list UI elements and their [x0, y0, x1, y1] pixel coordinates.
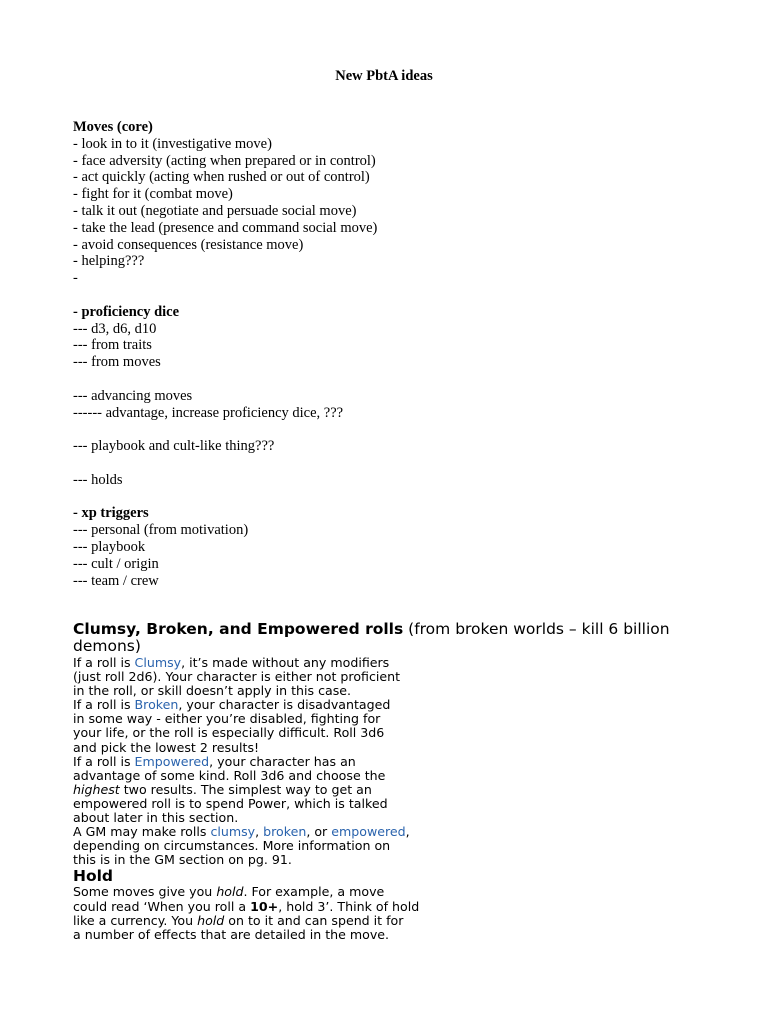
- clumsy-paragraph-line: [73, 656, 419, 670]
- document-title: New PbtA ideas: [335, 68, 433, 84]
- paragraph-line: in the roll, or skill doesn’t apply in this case.: [73, 683, 352, 699]
- paragraph-line: empowered roll is to spend Power, which is talked: [73, 795, 388, 811]
- list-item: --- holds: [73, 471, 123, 488]
- text-run: , your character has an: [209, 753, 356, 769]
- empowered-paragraph-line: [73, 755, 419, 769]
- list-item: --- playbook: [73, 538, 146, 555]
- xp-heading: - xp triggers: [73, 505, 149, 522]
- paragraph-line: [73, 914, 419, 928]
- paragraph-line: in some way - either you’re disabled, fighting for: [73, 711, 381, 727]
- list-item: --- cult / origin: [73, 555, 159, 572]
- spacer: [73, 455, 377, 472]
- emphasis-hold: hold: [216, 884, 244, 900]
- broken-term: Broken: [134, 697, 179, 713]
- list-item: - look in to it (investigative move): [73, 135, 272, 152]
- text-run: Some moves give you: [73, 884, 217, 900]
- proficiency-heading: - proficiency dice: [73, 303, 180, 320]
- paragraph-line: about later in this section.: [73, 810, 239, 826]
- text-run: ,: [255, 824, 264, 840]
- spacer: [73, 371, 377, 388]
- rolls-heading-source-cont: demons): [73, 637, 141, 655]
- list-item: --- personal (from motivation): [73, 522, 249, 539]
- paragraph-line: depending on circumstances. More information on: [73, 838, 391, 854]
- rolls-heading-source: (from broken worlds – kill 6 billion: [403, 620, 670, 638]
- empowered-term: Empowered: [134, 753, 210, 769]
- list-item: -: [73, 270, 78, 287]
- text-run: , your character is disadvantaged: [178, 697, 391, 713]
- text-run: ,: [405, 824, 410, 840]
- paragraph-line: your life, or the roll is especially difficult. Roll 3d6: [73, 725, 385, 741]
- gm-paragraph-line: [73, 825, 419, 839]
- text-run: If a roll is: [73, 697, 135, 713]
- list-item: --- from moves: [73, 354, 161, 371]
- list-item: - face adversity (acting when prepared or in control): [73, 152, 376, 169]
- text-run: like a currency. You: [73, 912, 198, 928]
- list-item: - talk it out (negotiate and persuade social move): [73, 202, 357, 219]
- rolls-body: [73, 656, 419, 942]
- moves-section: [73, 119, 377, 589]
- list-item: - act quickly (acting when rushed or out of control): [73, 169, 370, 186]
- empowered-term: empowered: [331, 824, 406, 840]
- clumsy-term: Clumsy: [134, 655, 182, 670]
- list-item: --- team / crew: [73, 572, 159, 589]
- spacer: [73, 287, 377, 304]
- emphasis-hold: hold: [197, 912, 225, 928]
- text-run: If a roll is: [73, 655, 135, 670]
- text-run: A GM may make rolls: [73, 824, 211, 840]
- list-item: --- playbook and cult-like thing???: [73, 438, 275, 455]
- emphasis-highest: highest: [73, 781, 120, 797]
- text-run: If a roll is: [73, 753, 135, 769]
- spacer: [73, 489, 377, 506]
- list-item: - avoid consequences (resistance move): [73, 236, 304, 253]
- hold-heading: Hold: [73, 867, 114, 886]
- paragraph-line: a number of effects that are detailed in the move.: [73, 926, 390, 942]
- paragraph-line: [73, 783, 419, 797]
- list-item: --- d3, d6, d10: [73, 320, 157, 337]
- text-run: . For example, a move: [243, 884, 385, 900]
- list-item: --- advancing moves: [73, 387, 193, 404]
- paragraph-line: [73, 900, 419, 914]
- list-item: --- from traits: [73, 337, 152, 354]
- paragraph-line: this is in the GM section on pg. 91.: [73, 852, 292, 868]
- clumsy-term: clumsy: [210, 824, 256, 840]
- text-run: on to it and can spend it for: [224, 912, 404, 928]
- text-run: could read ‘When you roll a: [73, 898, 251, 914]
- paragraph-line: advantage of some kind. Roll 3d6 and choose the: [73, 767, 386, 783]
- strong-10plus: 10+: [250, 898, 279, 914]
- broken-paragraph-line: [73, 698, 419, 712]
- paragraph-line: [73, 885, 419, 899]
- paragraph-line: (just roll 2d6). Your character is either not proficient: [73, 669, 401, 685]
- list-item: - helping???: [73, 253, 145, 270]
- paragraph-line: and pick the lowest 2 results!: [73, 739, 260, 755]
- rolls-heading: [73, 621, 683, 655]
- text-run: , hold 3’. Think of hold: [278, 898, 420, 914]
- text-run: , or: [306, 824, 332, 840]
- broken-term: broken: [263, 824, 307, 840]
- list-item: - fight for it (combat move): [73, 186, 233, 203]
- list-item: ------ advantage, increase proficiency dice, ???: [73, 404, 344, 421]
- list-item: - take the lead (presence and command social move): [73, 219, 378, 236]
- rolls-heading-title: Clumsy, Broken, and Empowered rolls: [73, 620, 404, 638]
- text-run: , it’s made without any modifiers: [181, 655, 390, 670]
- moves-heading: Moves (core): [73, 119, 153, 135]
- text-run: two results. The simplest way to get an: [119, 781, 372, 797]
- spacer: [73, 421, 377, 438]
